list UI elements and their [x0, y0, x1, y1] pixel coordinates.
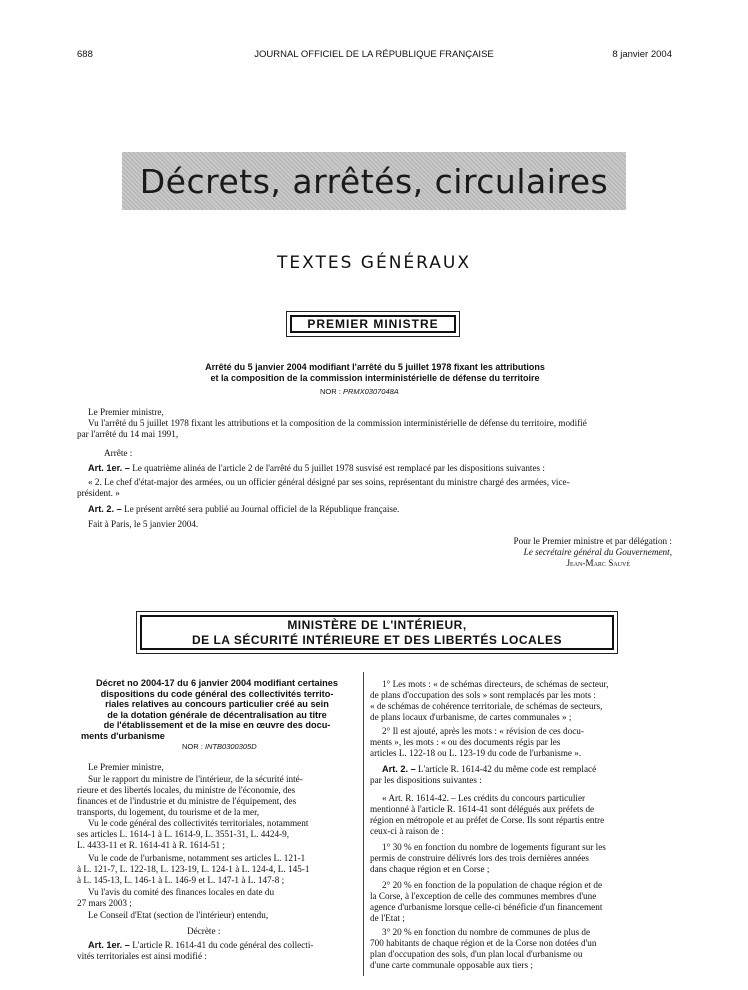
decret-left-line: vités territoriales est ainsi modifié :: [77, 951, 207, 961]
decret-title-line: de l'établissement et de la mise en œuvre des docu-: [103, 720, 331, 731]
decret-title-line: dispositions du code général des collectivités territo-: [100, 688, 334, 699]
decret-left-line: ses articles L. 1614-1 à L. 1614-9, L. 3551-31, L. 4424-9,: [77, 829, 290, 839]
section-title: TEXTES GÉNÉRAUX: [276, 253, 471, 273]
decret-nor: [182, 742, 257, 751]
decret-article-2: Art. 2. – L'article R. 1614-42 du même code est remplacé: [382, 764, 597, 774]
arrete-line: Fait à Paris, le 5 janvier 2004.: [88, 519, 199, 529]
arrete-line: par l'arrêté du 14 mai 1991,: [77, 429, 179, 439]
nor-label: NOR :: [182, 742, 203, 751]
decret-right-line: de plans d'occupation des sols » sont remplacés par les mots :: [370, 690, 596, 700]
decret-right-line: plan d'occupation des sols, d'un plan local d'urbanisme ou: [370, 949, 583, 959]
article-number: Art. 2. –: [88, 504, 122, 514]
decret-left-line: Le Premier ministre,: [88, 762, 164, 772]
signature-line2: Le secrétaire général du Gouvernement,: [523, 547, 672, 557]
decret-right-line: ments », les mots : « ou des documents régis par les: [370, 737, 561, 747]
article-number: Art. 1er. –: [88, 463, 130, 473]
decret-title-line: de la dotation générale de décentralisation au titre: [107, 709, 327, 720]
decret-right-line: « Art. R. 1614-42. – Les crédits du concours particulier: [382, 793, 586, 803]
decret-right-line: de l'Etat ;: [370, 913, 405, 923]
decret-right-line: dans chaque région et en Corse ;: [370, 864, 490, 874]
journal-title: JOURNAL OFFICIEL DE LA RÉPUBLIQUE FRANÇAISE: [254, 49, 494, 60]
decret-right-line: 2° Il est ajouté, après les mots : « révision de ces docu-: [382, 726, 584, 736]
decret-title-line: Décret no 2004-17 du 6 janvier 2004 modifiant certaines: [95, 678, 339, 688]
arrete-article-1: Art. 1er. – Le quatrième alinéa de l'article 2 de l'arrêté du 5 juillet 1978 susvisé est remplacé par les dispositions suivantes :: [88, 463, 545, 473]
nor-label: NOR :: [320, 387, 341, 396]
decret-right-line: 2° 20 % en fonction de la population de chaque région et de: [382, 880, 603, 890]
decret-article-1: Art. 1er. – L'article R. 1614-41 du code général des collecti-: [88, 940, 314, 950]
signature-line1: Pour le Premier ministre et par délégation :: [513, 536, 672, 546]
decret-title: [77, 678, 357, 742]
ministry2-line1: MINISTÈRE DE L'INTÉRIEUR,: [287, 617, 467, 632]
arrete-line: Arrête :: [104, 448, 133, 458]
decret-left-line: Sur le rapport du ministre de l'intérieur, de la sécurité inté-: [88, 774, 303, 784]
nor-code: INTB0300305D: [204, 742, 257, 751]
ministry2-line2: DE LA SÉCURITÉ INTÉRIEURE ET DES LIBERTÉS LOCALES: [191, 632, 563, 647]
decret-left-line: 27 mars 2003 ;: [77, 898, 132, 908]
banner-title: Décrets, arrêtés, circulaires: [139, 161, 609, 201]
decret-left-line: Vu le code de l'urbanisme, notamment ses articles L. 121-1: [88, 853, 306, 863]
page-number: 688: [77, 49, 93, 60]
decret-right-line: la Corse, à l'exception de celle des communes membres d'une: [370, 891, 597, 901]
decret-right-line: région en métropole et au préfet de Corse. Ils sont répartis entre: [370, 815, 605, 825]
decret-left-line: à L. 121-7, L. 122-18, L. 123-19, L. 124-1 à L. 124-4, L. 145-1: [77, 864, 310, 874]
decret-left-line: finances et de l'industrie et du ministre de l'équipement, des: [77, 796, 297, 806]
decret-right-line: 700 habitants de chaque région et de la Corse non dotées d'un: [370, 938, 597, 948]
decret-left-line: Le Conseil d'Etat (section de l'intérieur) entendu,: [88, 910, 269, 920]
decret-right-line: d'une carte communale opposable aux tiers ;: [370, 960, 533, 970]
signature-name: Jean-Marc Sauvé: [566, 558, 630, 568]
decret-right-line: 1° 30 % en fonction du nombre de logements figurant sur les: [382, 842, 606, 852]
column-divider: [363, 672, 364, 976]
arrete-nor: [320, 387, 399, 396]
ministry-box-premier-ministre: [286, 311, 460, 337]
article-number: Art. 2. –: [382, 764, 416, 774]
arrete-line: « 2. Le chef d'état-major des armées, ou un officier général désigné par ses soins, représentant du ministre chargé des armées, vice-: [88, 477, 570, 487]
decret-left-line: L. 4433-11 et R. 1614-41 à R. 1614-51 ;: [77, 840, 225, 850]
decret-right-line: agence d'urbanisme lorsque celle-ci bénéficie d'un financement: [370, 902, 603, 912]
section-banner: [122, 152, 626, 210]
arrete-title-line1: Arrêté du 5 janvier 2004 modifiant l'arrêté du 5 juillet 1978 fixant les attributions: [205, 362, 545, 372]
nor-code: PRMX0307048A: [342, 387, 399, 396]
decret-decrete: Décrète :: [187, 926, 221, 936]
decret-left-line: Vu le code général des collectivités territoriales, notamment: [88, 818, 309, 828]
decret-title-line: riales relatives au concours particulier créé au sein: [105, 699, 329, 710]
decret-right-line: de plans locaux d'urbanisme, de cartes communales » ;: [370, 712, 572, 722]
decret-left-line: transports, du logement, du tourisme et de la mer,: [77, 807, 260, 817]
decret-right-line: permis de construire délivrés lors des trois dernières années: [370, 853, 589, 863]
header-date: 8 janvier 2004: [612, 49, 672, 60]
article-number: Art. 1er. –: [88, 940, 130, 950]
decret-left-line: à L. 145-13, L. 146-1 à L. 146-9 et L. 147-1 à L. 147-8 ;: [77, 875, 285, 885]
arrete-line: Le Premier ministre,: [88, 407, 164, 417]
decret-left-line: rieure et des libertés locales, du ministre de l'économie, des: [77, 785, 296, 795]
decret-right-line: « de schémas de cohérence territoriale, de schémas de secteurs,: [370, 701, 603, 711]
decret-right-line: mentionné à l'article R. 1614-41 sont délégués aux préfets de: [370, 804, 595, 814]
decret-title-line: ments d'urbanisme: [81, 730, 165, 741]
decret-right-line: par les dispositions suivantes :: [370, 775, 482, 785]
arrete-line: Vu l'arrêté du 5 juillet 1978 fixant les attributions et la composition de la commission interministérielle de défense du territoire, modifié: [88, 418, 587, 428]
decret-right-line: ceux-ci à raison de :: [370, 826, 444, 836]
decret-left-line: Vu l'avis du comité des finances locales en date du: [88, 887, 275, 897]
arrete-line: président. »: [77, 488, 120, 498]
ministry-name: PREMIER MINISTRE: [290, 315, 456, 333]
decret-right-line: 1° Les mots : « de schémas directeurs, de schémas de secteur,: [382, 679, 609, 689]
arrete-title-line2: et la composition de la commission interministérielle de défense du territoire: [210, 373, 540, 383]
decret-right-line: 3° 20 % en fonction du nombre de communes de plus de: [382, 927, 591, 937]
ministry-box-interieur: [136, 611, 618, 654]
decret-right-line: articles L. 122-18 ou L. 123-19 du code de l'urbanisme ».: [370, 748, 582, 758]
arrete-article-2: Art. 2. – Le présent arrêté sera publié au Journal officiel de la République française.: [88, 504, 400, 514]
